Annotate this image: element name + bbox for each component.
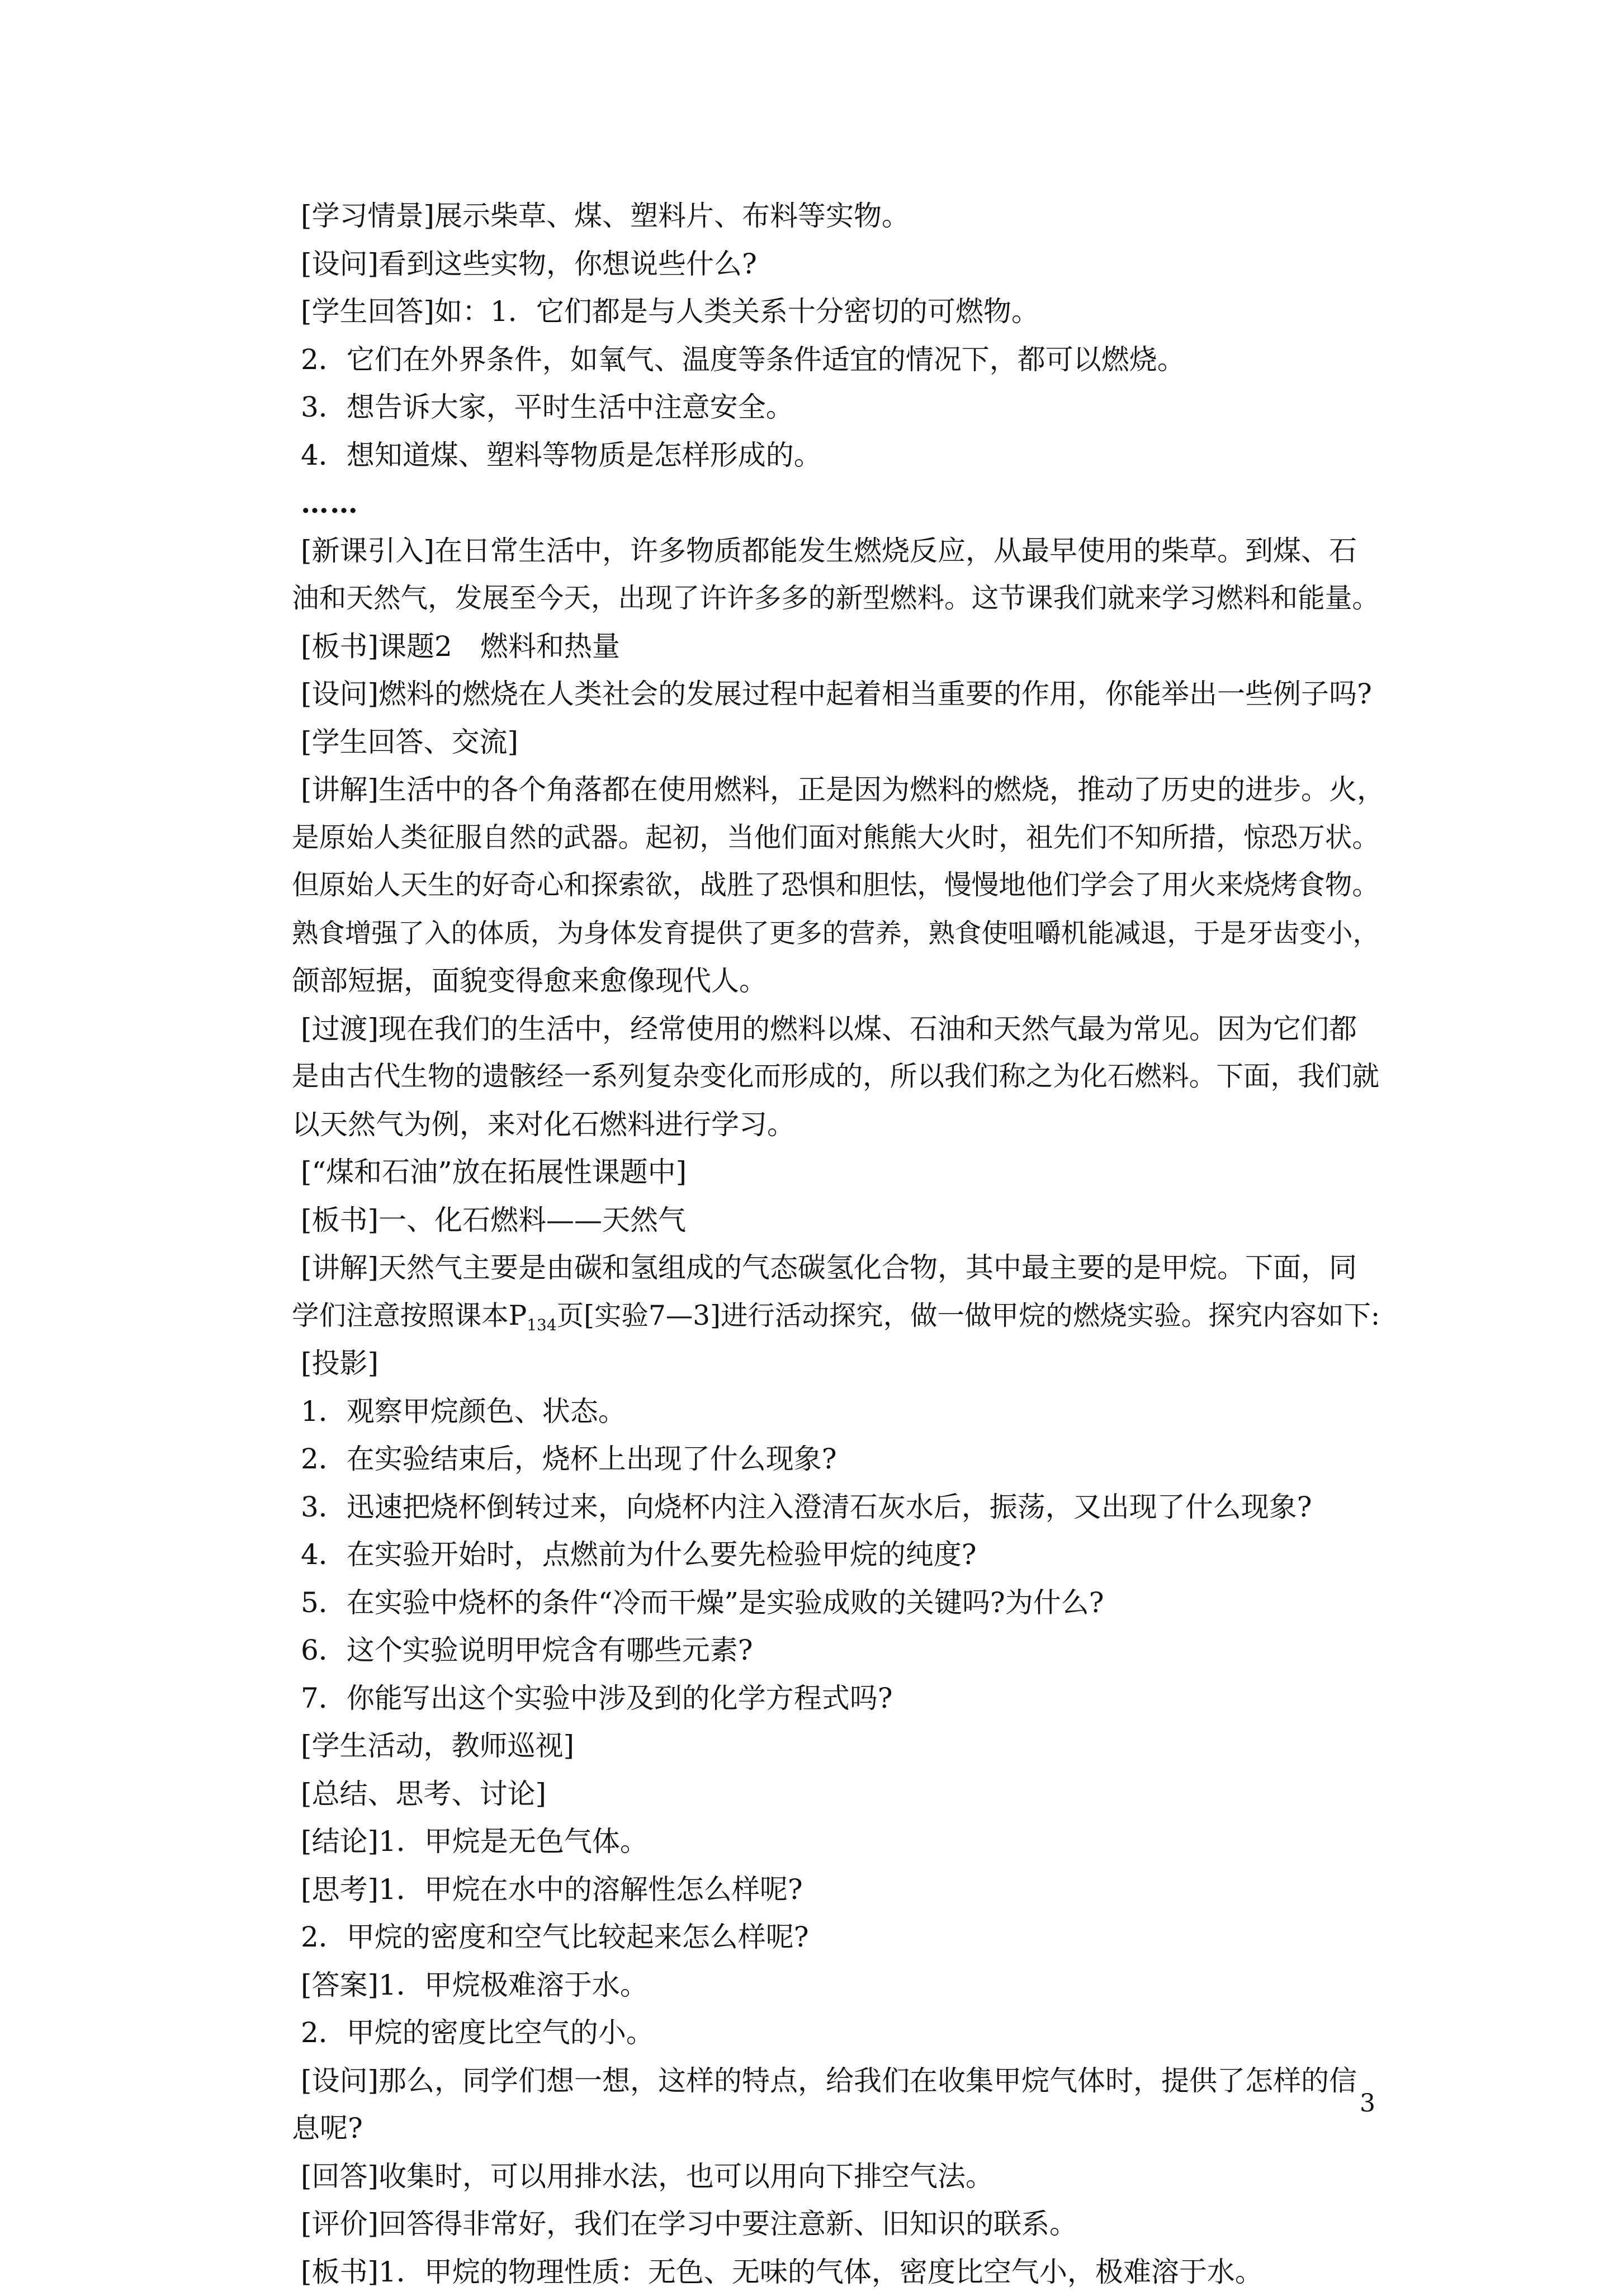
text-line: [板书]课题2 燃料和热量 <box>292 623 1402 671</box>
text-line: [总结、思考、讨论] <box>292 1770 1402 1818</box>
text-line: 2．甲烷的密度比空气的小。 <box>292 2009 1402 2057</box>
text-line: 以天然气为例，来对化石燃料进行学习。 <box>292 1101 1402 1149</box>
page-number: 3 <box>1360 2087 1375 2120</box>
text-line: 7．你能写出这个实验中涉及到的化学方程式吗? <box>292 1675 1402 1723</box>
text-line: [答案]1．甲烷极难溶于水。 <box>292 1962 1402 2010</box>
text-line: [设问]那么，同学们想一想，这样的特点，给我们在收集甲烷气体时，提供了怎样的信 <box>292 2057 1402 2105</box>
text-line: [学生活动，教师巡视] <box>292 1722 1402 1770</box>
text-line: 是原始人类征服自然的武器。起初，当他们面对熊熊大火时，祖先们不知所措，惊恐万状。 <box>292 814 1402 862</box>
text-line: 2．它们在外界条件，如氧气、温度等条件适宜的情况下，都可以燃烧。 <box>292 336 1402 384</box>
text-line: 5．在实验中烧杯的条件“冷而干燥”是实验成败的关键吗?为什么? <box>292 1579 1402 1627</box>
text-line: 油和天然气，发展至今天，出现了许许多多的新型燃料。这节课我们就来学习燃料和能量。 <box>292 575 1402 623</box>
text-segment: 页[实验7—3]进行活动探究，做一做甲烷的燃烧实验。探究内容如下: <box>557 1300 1380 1331</box>
text-line: 是由古代生物的遗骸经一系列复杂变化而形成的，所以我们称之为化石燃料。下面，我们就 <box>292 1053 1402 1101</box>
text-line: [板书]1．甲烷的物理性质：无色、无味的气体，密度比空气小，极难溶于水。 <box>292 2248 1402 2296</box>
text-line: 熟食增强了入的体质，为身体发育提供了更多的营养，熟食使咀嚼机能减退，于是牙齿变小， <box>292 910 1402 958</box>
text-line: [板书]一、化石燃料——天然气 <box>292 1197 1402 1245</box>
text-line: 3．想告诉大家，平时生活中注意安全。 <box>292 384 1402 432</box>
text-line: [新课引入]在日常生活中，许多物质都能发生燃烧反应，从最早使用的柴草。到煤、石 <box>292 527 1402 575</box>
text-line: 息呢? <box>292 2105 1402 2153</box>
text-line: [讲解]天然气主要是由碳和氢组成的气态碳氢化合物，其中最主要的是甲烷。下面，同 <box>292 1244 1402 1292</box>
text-line: [思考]1．甲烷在水中的溶解性怎么样呢? <box>292 1866 1402 1914</box>
text-line: [“煤和石油”放在拓展性课题中] <box>292 1149 1402 1197</box>
text-line <box>292 1292 1402 1340</box>
text-line: [评价]回答得非常好，我们在学习中要注意新、旧知识的联系。 <box>292 2200 1402 2248</box>
text-line: [学习情景]展示柴草、煤、塑料片、布料等实物。 <box>292 192 1402 240</box>
text-line: [结论]1．甲烷是无色气体。 <box>292 1818 1402 1866</box>
text-line: 颌部短据，面貌变得愈来愈像现代人。 <box>292 957 1402 1005</box>
lesson-text <box>292 192 1402 2296</box>
text-line: 4．在实验开始时，点燃前为什么要先检验甲烷的纯度? <box>292 1531 1402 1579</box>
text-line: [学生回答、交流] <box>292 719 1402 767</box>
text-line: [过渡]现在我们的生活中，经常使用的燃料以煤、石油和天然气最为常见。因为它们都 <box>292 1005 1402 1053</box>
text-line: 但原始人天生的好奇心和探索欲，战胜了恐惧和胆怯，慢慢地他们学会了用火来烧烤食物。 <box>292 862 1402 910</box>
text-line: [设问]燃料的燃烧在人类社会的发展过程中起着相当重要的作用，你能举出一些例子吗? <box>292 670 1402 719</box>
text-line: [学生回答]如：1．它们都是与人类关系十分密切的可燃物。 <box>292 288 1402 336</box>
text-line: 3．迅速把烧杯倒转过来，向烧杯内注入澄清石灰水后，振荡，又出现了什么现象? <box>292 1484 1402 1532</box>
text-line: 6．这个实验说明甲烷含有哪些元素? <box>292 1627 1402 1675</box>
page-subscript: 134 <box>527 1316 556 1334</box>
text-line: 4．想知道煤、塑料等物质是怎样形成的。 <box>292 432 1402 480</box>
text-segment: 学们注意按照课本P <box>292 1300 527 1331</box>
text-line: [设问]看到这些实物，你想说些什么? <box>292 240 1402 289</box>
ellipsis-line: …… <box>292 479 1402 527</box>
text-line: 1．观察甲烷颜色、状态。 <box>292 1388 1402 1436</box>
text-line: 2．甲烷的密度和空气比较起来怎么样呢? <box>292 1914 1402 1962</box>
text-line: 2．在实验结束后，烧杯上出现了什么现象? <box>292 1435 1402 1484</box>
text-line: [讲解]生活中的各个角落都在使用燃料，正是因为燃料的燃烧，推动了历史的进步。火， <box>292 766 1402 814</box>
text-line: [投影] <box>292 1340 1402 1388</box>
text-line: [回答]收集时，可以用排水法，也可以用向下排空气法。 <box>292 2153 1402 2201</box>
